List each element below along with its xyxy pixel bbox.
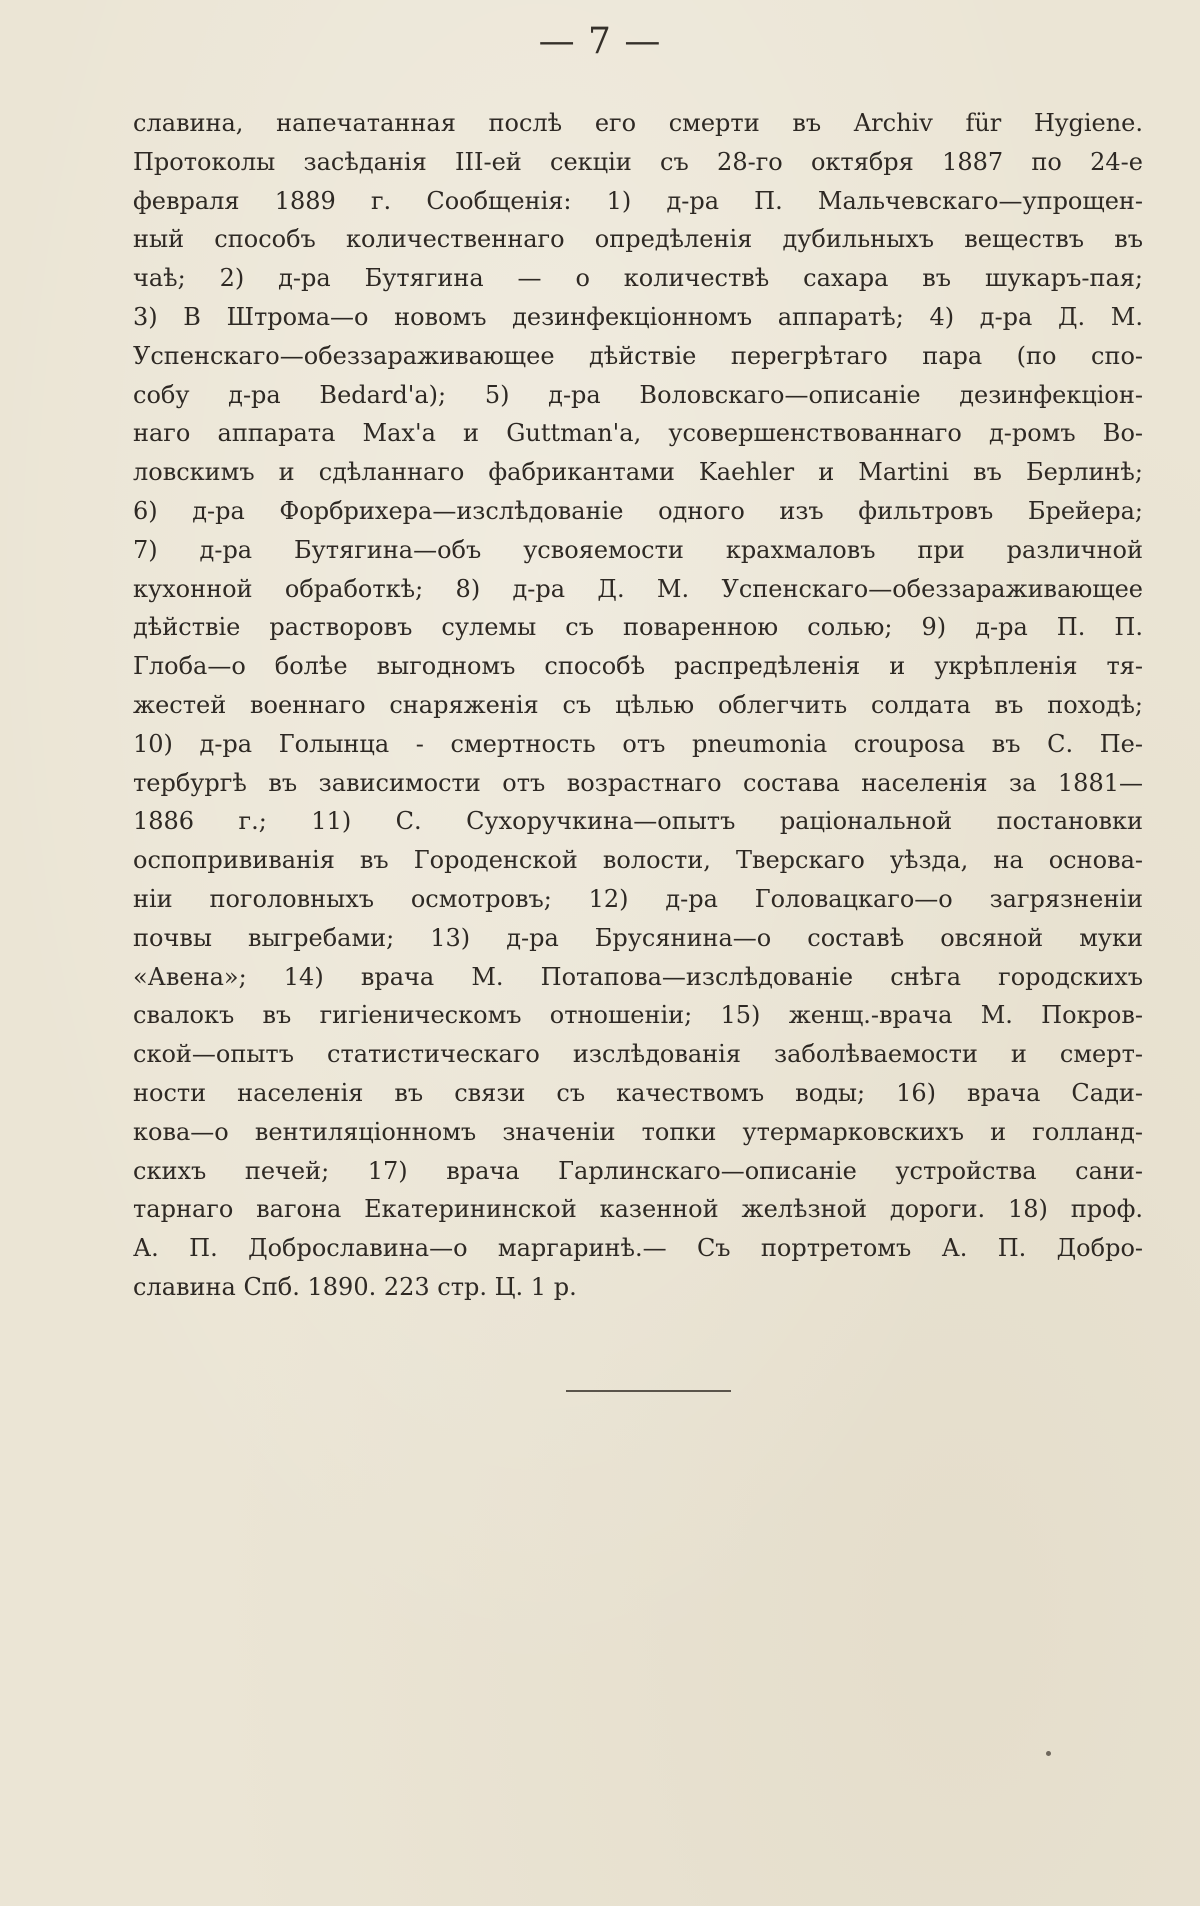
- text-line-8: собу д-ра Bedard'a); 5) д-ра Воловскаго—описаніе дезинфекціон-: [133, 380, 1143, 409]
- text-line-29: тарнаго вагона Екатерининской казенной желѣзной дороги. 18) проф.: [133, 1195, 1143, 1224]
- paper-speck: [1046, 1751, 1051, 1756]
- text-line-7: Успенскаго—обеззараживающее дѣйствіе перегрѣтаго пара (по спо-: [133, 341, 1143, 370]
- text-line-12: 7) д-ра Бутягина—объ усвояемости крахмаловъ при различной: [133, 535, 1143, 564]
- text-line-23: «Авена»; 14) врача М. Потапова—изслѣдованіе снѣга городскихъ: [133, 962, 1143, 991]
- text-line-28: скихъ печей; 17) врача Гарлинскаго—описаніе устройства сани-: [133, 1156, 1143, 1185]
- text-line-1: славина, напечатанная послѣ его смерти въ Archiv für Hygiene.: [133, 109, 1143, 137]
- body-text: [133, 104, 1143, 1307]
- text-line-15: Глоба—о болѣе выгодномъ способѣ распредѣленія и укрѣпленія тя-: [133, 652, 1143, 681]
- text-line-2: Протоколы засѣданія III-ей секціи съ 28-го октября 1887 по 24-е: [133, 147, 1143, 176]
- text-line-9: наго аппарата Max'a и Guttman'a, усовершенствованнаго д-ромъ Во-: [133, 419, 1143, 448]
- text-line-11: 6) д-ра Форбрихера—изслѣдованіе одного изъ фильтровъ Брейера;: [133, 496, 1143, 525]
- text-line-24: свалокъ въ гигіеническомъ отношеніи; 15) женщ.-врача М. Покров-: [133, 1001, 1143, 1030]
- text-line-26: ности населенія въ связи съ качествомъ воды; 16) врача Сади-: [133, 1078, 1143, 1107]
- text-line-17: 10) д-ра Голынца - смертность отъ pneumonia crouposa въ С. Пе-: [133, 729, 1143, 758]
- text-line-20: оспопрививанія въ Городенской волости, Тверскаго уѣзда, на основа-: [133, 846, 1143, 875]
- text-line-14: дѣйствіе растворовъ сулемы съ поваренною солью; 9) д-ра П. П.: [133, 613, 1143, 642]
- text-line-30: А. П. Доброславина—о маргаринѣ.— Съ портретомъ А. П. Добро-: [133, 1234, 1143, 1263]
- section-divider: [566, 1390, 731, 1392]
- text-line-22: почвы выгребами; 13) д-ра Брусянина—о составѣ овсяной муки: [133, 923, 1143, 952]
- text-line-3: февраля 1889 г. Сообщенія: 1) д-ра П. Мальчевскаго—упрощен-: [133, 186, 1143, 215]
- text-line-31: славина Спб. 1890. 223 стр. Ц. 1 р.: [133, 1272, 577, 1301]
- text-line-13: кухонной обработкѣ; 8) д-ра Д. М. Успенскаго—обеззараживающее: [133, 574, 1143, 603]
- text-line-19: 1886 г.; 11) С. Сухоручкина—опытъ раціональной постановки: [133, 807, 1143, 836]
- text-line-16: жестей военнаго снаряженія съ цѣлью облегчить солдата въ походѣ;: [133, 690, 1143, 719]
- text-line-4: ный способъ количественнаго опредѣленія дубильныхъ веществъ въ: [133, 225, 1143, 254]
- text-line-21: ніи поголовныхъ осмотровъ; 12) д-ра Головацкаго—о загрязненіи: [133, 884, 1143, 913]
- text-line-18: тербургѣ въ зависимости отъ возрастнаго состава населенія за 1881—: [133, 768, 1143, 797]
- text-line-27: кова—о вентиляціонномъ значеніи топки утермарковскихъ и голланд-: [133, 1117, 1143, 1146]
- text-line-25: ской—опытъ статистическаго изслѣдованія заболѣваемости и смерт-: [133, 1040, 1143, 1069]
- text-line-6: 3) В Штрома—о новомъ дезинфекціонномъ аппаратѣ; 4) д-ра Д. М.: [133, 302, 1143, 331]
- text-line-10: ловскимъ и сдѣланнаго фабрикантами Kaehler и Martini въ Берлинѣ;: [133, 458, 1143, 487]
- page-number: — 7 —: [538, 21, 662, 62]
- text-line-5: чаѣ; 2) д-ра Бутягина — о количествѣ сахара въ шукаръ-пая;: [133, 264, 1143, 293]
